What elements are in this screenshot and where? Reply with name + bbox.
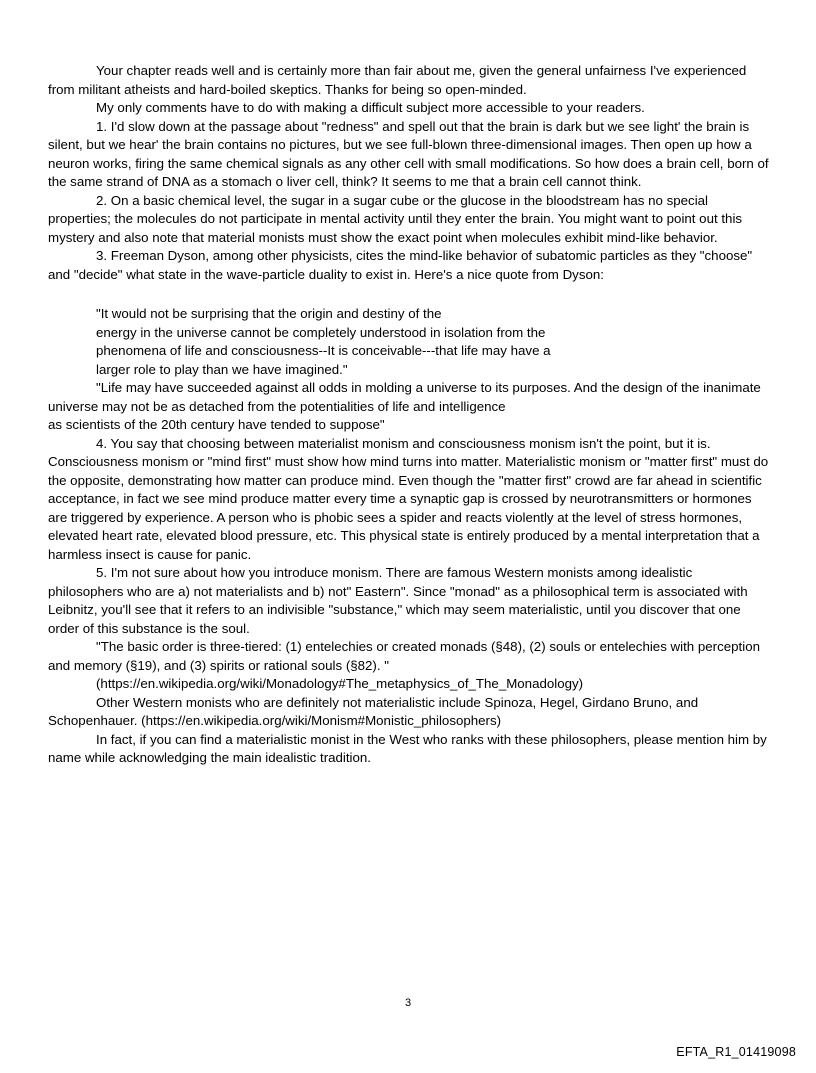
document-id-stamp: EFTA_R1_01419098 [676,1045,796,1059]
dyson-quote-2: "Life may have succeeded against all odds in molding a universe to its purposes. And the design of the inanimate universe may not be as detached from the potentialities of life and intelligence [48,380,761,414]
closing-paragraph: In fact, if you can find a materialistic monist in the West who ranks with these philosophers, please mention him by name while acknowledging the main idealistic tradition. [48,731,767,765]
monadology-quote: "The basic order is three-tiered: (1) entelechies or created monads (§48), (2) souls or entelechies with perception and memory (§19), and (3) spirits or rational souls (§82). " [48,639,760,673]
monadology-link: (https://en.wikipedia.org/wiki/Monadology#The_metaphysics_of_The_Monadology) [96,676,584,691]
dyson-quote-2-tail: as scientists of the 20th century have tended to suppose" [48,417,385,432]
dyson-quote-1 [96,305,770,379]
letter-body [48,62,770,768]
point-1-paragraph: 1. I'd slow down at the passage about "redness" and spell out that the brain is dark but we see light' the brain is silent, but we hear' the brain contains no pictures, but we see full-blown three-dimensional images. Then open up how a neuron works, firing the same chemical signals as any other cell with small modifications. So how does a brain cell, born of the same strand of DNA as a stomach o liver cell, think? It seems to me that a brain cell cannot think. [48,118,769,189]
quote-line: phenomena of life and consciousness--It is conceivable---that life may have a [96,343,551,358]
point-2-paragraph: 2. On a basic chemical level, the sugar in a sugar cube or the glucose in the bloodstream has no special properties; the molecules do not participate in mental activity until they enter the brain. You might want to point out this mystery and also note that material monists must show the exact point when molecules exhibit mind-like behavior. [48,192,743,245]
quote-line: "It would not be surprising that the origin and destiny of the [96,306,442,321]
quote-line: larger role to play than we have imagined." [96,361,348,377]
point-5-paragraph: 5. I'm not sure about how you introduce monism. There are famous Western monists among idealistic philosophers who are a) not materialists and b) not" Eastern". Since "monad" as a philosophical term is associated with Leibnitz, you'll see that it refers to an indivisible "substance," which may seem materialistic, until you discover that one order of this substance is the soul. [48,565,748,636]
western-monists-paragraph: Other Western monists who are definitely not materialistic include Spinoza, Hegel, Girdano Bruno, and Schopenhauer. (https://en.wikipedia.org/wiki/Monism#Monistic_philosophers) [48,694,699,728]
quote-line: energy in the universe cannot be completely understood in isolation from the [96,324,546,340]
comments-paragraph: My only comments have to do with making a difficult subject more accessible to your readers. [96,100,645,115]
point-4-paragraph: 4. You say that choosing between materialist monism and consciousness monism isn't the point, but it is. Consciousness monism or "mind first" must show how mind turns into matter. Materialistic monism or "matter first" must do the opposite, demonstrating how matter can produce mind. Even though the "matter first" crowd are far ahead in scientific acceptance, in fact we see mind produce matter every time a synaptic gap is crossed by neurotransmitters or hormones are triggered by experience. A person who is phobic sees a spider and reacts violently at the level of stress hormones, elevated heart rate, elevated blood pressure, etc. This physical state is entirely produced by a mental interpretation that a harmless insect is cause for panic. [48,435,769,562]
point-3-paragraph: 3. Freeman Dyson, among other physicists, cites the mind-like behavior of subatomic particles as they "choose" and "decide" what state in the wave-particle duality to exist in. Here's a nice quote from Dyson: [48,248,753,282]
page-number: 3 [404,997,412,1009]
intro-paragraph: Your chapter reads well and is certainly more than fair about me, given the general unfairness I've experienced from militant atheists and hard-boiled skeptics. Thanks for being so open-minded. [48,63,747,97]
